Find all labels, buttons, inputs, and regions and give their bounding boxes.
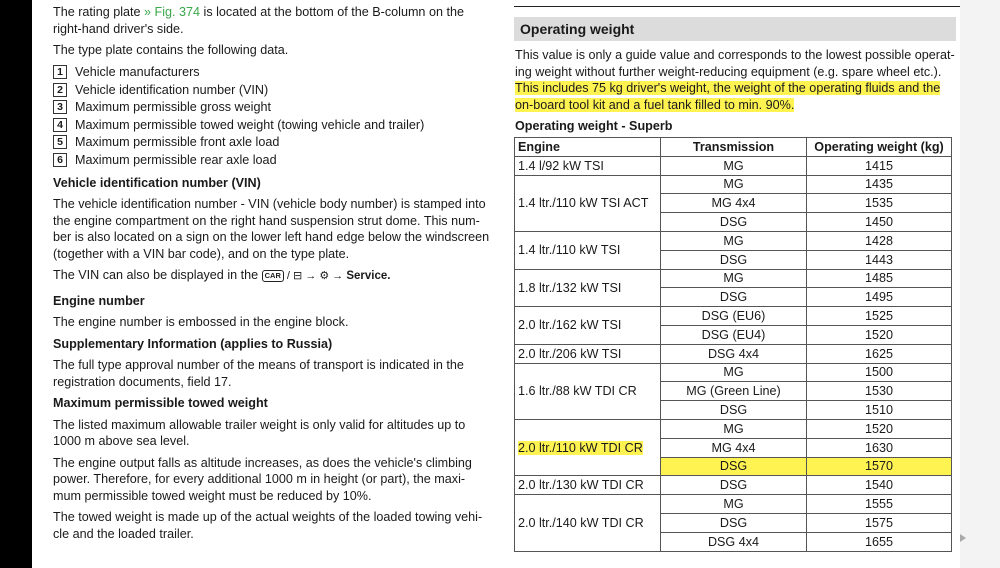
engine-cell (515, 156, 661, 175)
weight-cell: 1525 (807, 307, 952, 326)
transmission-cell: MG (661, 156, 807, 175)
type-plate-list (53, 64, 493, 169)
engine-label: 1.6 ltr./88 kW TDI CR (518, 384, 637, 399)
engine-cell (515, 269, 661, 307)
transmission-cell: MG (661, 231, 807, 250)
weight-cell: 1655 (807, 532, 952, 551)
table-row (515, 307, 952, 326)
weight-cell: 1540 (807, 476, 952, 495)
transmission-cell: MG (661, 495, 807, 514)
engine-label: 2.0 ltr./162 kW TSI (518, 318, 622, 333)
plate-item-text: Vehicle manufacturers (75, 65, 200, 79)
weight-cell: 1428 (807, 231, 952, 250)
plate-item-text: Maximum permissible rear axle load (75, 152, 277, 167)
plate-item-text: Vehicle identification number (VIN) (75, 82, 269, 97)
engine-cell (515, 344, 661, 363)
engine-cell (515, 175, 661, 231)
weight-cell: 1575 (807, 513, 952, 532)
transmission-cell: MG 4x4 (661, 438, 807, 457)
table-row (515, 419, 952, 438)
transmission-cell: DSG (661, 457, 807, 476)
plate-item-text: Maximum permissible gross weight (75, 100, 271, 114)
engine-label: 2.0 ltr./140 kW TDI CR (518, 515, 644, 530)
plate-item-number: 5 (53, 135, 67, 149)
header-transmission: Transmission (661, 138, 807, 157)
plate-item-text: Maximum permissible front axle load (75, 135, 280, 149)
towed-composition-text: The towed weight is made up of the actual weights of the loaded towing vehi-cle and the loaded trailer. (53, 510, 483, 541)
vin-display-text: The VIN can also be displayed in the CAR / ⊟ → ⚙ → Service. (53, 268, 391, 282)
towed-weight-heading: Maximum permissible towed weight (53, 396, 268, 410)
operating-weight-table (514, 137, 952, 552)
transmission-cell: DSG 4x4 (661, 344, 807, 363)
weight-cell: 1485 (807, 269, 952, 288)
plate-item-number: 2 (53, 83, 67, 97)
engine-number-heading: Engine number (53, 293, 145, 308)
plate-item (53, 81, 493, 99)
engine-cell (515, 419, 661, 475)
engine-cell (515, 495, 661, 551)
transmission-cell: DSG (661, 476, 807, 495)
viewer-margin (960, 0, 1000, 568)
transmission-cell: DSG 4x4 (661, 532, 807, 551)
service-label: Service. (346, 270, 391, 282)
weight-cell: 1625 (807, 344, 952, 363)
weight-cell: 1520 (807, 419, 952, 438)
transmission-cell: MG (Green Line) (661, 382, 807, 401)
transmission-cell: DSG (661, 288, 807, 307)
weight-cell: 1630 (807, 438, 952, 457)
vin-heading: Vehicle identification number (VIN) (53, 175, 261, 190)
weight-cell: 1495 (807, 288, 952, 307)
section-title: Operating weight (514, 17, 956, 41)
table-header-row (515, 138, 952, 157)
engine-label: 2.0 ltr./206 kW TSI (518, 346, 622, 361)
plate-item-number: 3 (53, 100, 67, 114)
left-column (53, 4, 493, 547)
plate-item-text: Maximum permissible towed weight (towing vehicle and trailer) (75, 117, 425, 132)
engine-label: 1.4 l/92 kW TSI (518, 158, 604, 173)
table-row (515, 344, 952, 363)
vin-text: The vehicle identification number - VIN (vehicle body number) is stamped into the engine compartment on the right hand suspension strut dome. This num-ber is also located on a sign on the lower left hand edge below the windscreen (together with a VIN bar code), and on the type plate. (53, 197, 490, 261)
engine-label: 1.4 ltr./110 kW TSI (518, 243, 621, 258)
table-row (515, 156, 952, 175)
engine-cell (515, 476, 661, 495)
header-weight: Operating weight (kg) (807, 138, 952, 157)
transmission-cell: MG (661, 269, 807, 288)
transmission-cell: DSG (EU6) (661, 307, 807, 326)
weight-cell: 1500 (807, 363, 952, 382)
engine-label: 2.0 ltr./110 kW TDI CR (518, 440, 643, 455)
rating-plate-paragraph: The rating plate » Fig. 374 is located at the bottom of the B-column on the right-hand driver's side. (53, 5, 464, 36)
engine-label: 2.0 ltr./130 kW TDI CR (518, 478, 644, 493)
plate-item (53, 134, 493, 152)
plate-item (53, 116, 493, 134)
scroll-right-icon[interactable] (960, 534, 966, 542)
weight-cell: 1535 (807, 194, 952, 213)
plate-item (53, 151, 493, 169)
table-row (515, 175, 952, 194)
table-row (515, 363, 952, 382)
transmission-cell: DSG (EU4) (661, 325, 807, 344)
transmission-cell: DSG (661, 213, 807, 232)
engine-cell (515, 307, 661, 345)
engine-label: 1.8 ltr./132 kW TSI (518, 280, 622, 295)
operating-weight-description: This value is only a guide value and corresponds to the lowest possible operat-ing weight without further weight-reducing equipment (e.g. spare wheel etc.). This includes 75 kg driver's weight, the weight of the operating fluids and the on-board tool kit and a fuel tank filled to min. 90%. (515, 48, 955, 112)
table-row (515, 269, 952, 288)
highlighted-text: This includes 75 kg driver's weight, the weight of the operating fluids and the on-board tool kit and a fuel tank filled to min. 90%. (515, 81, 941, 112)
header-engine: Engine (515, 138, 661, 157)
figure-link[interactable]: » Fig. 374 (144, 5, 201, 19)
weight-cell: 1510 (807, 401, 952, 420)
supplementary-text: The full type approval number of the means of transport is indicated in the registration documents, field 17. (53, 358, 464, 389)
altitude-text: The engine output falls as altitude increases, as does the vehicle's climbing power. Therefore, for every additional 1000 m in height (or part), the maxi-mum permissible towed weight must be reduced by 10%. (53, 455, 472, 503)
engine-cell (515, 231, 661, 269)
type-plate-intro: The type plate contains the following data. (53, 43, 289, 57)
supplementary-heading: Supplementary Information (applies to Russia) (53, 336, 333, 351)
weight-cell: 1555 (807, 495, 952, 514)
engine-number-text: The engine number is embossed in the engine block. (53, 315, 349, 329)
towed-weight-text: The listed maximum allowable trailer weight is only valid for altitudes up to 1000 m above sea level. (53, 417, 466, 448)
weight-cell: 1450 (807, 213, 952, 232)
plate-item-number: 1 (53, 65, 67, 79)
table-row (515, 231, 952, 250)
header-rule (514, 6, 960, 7)
right-column (514, 17, 956, 552)
transmission-cell: DSG (661, 513, 807, 532)
engine-label: 1.4 ltr./110 kW TSI ACT (518, 196, 649, 211)
weight-cell: 1520 (807, 325, 952, 344)
plate-item-number: 4 (53, 118, 67, 132)
manual-page (32, 0, 960, 568)
weight-cell: 1435 (807, 175, 952, 194)
weight-cell: 1570 (807, 457, 952, 476)
weight-cell: 1443 (807, 250, 952, 269)
table-row (515, 476, 952, 495)
transmission-cell: MG (661, 175, 807, 194)
transmission-cell: MG 4x4 (661, 194, 807, 213)
transmission-cell: MG (661, 363, 807, 382)
table-title: Operating weight - Superb (515, 119, 673, 133)
transmission-cell: DSG (661, 250, 807, 269)
weight-cell: 1415 (807, 156, 952, 175)
menu-path-icons: / ⊟ → ⚙ → (283, 270, 347, 282)
plate-item-number: 6 (53, 153, 67, 167)
car-button-icon: CAR (262, 270, 284, 282)
transmission-cell: DSG (661, 401, 807, 420)
transmission-cell: MG (661, 419, 807, 438)
plate-item (53, 99, 493, 117)
weight-cell: 1530 (807, 382, 952, 401)
engine-cell (515, 363, 661, 419)
table-row (515, 495, 952, 514)
plate-item (53, 64, 493, 82)
